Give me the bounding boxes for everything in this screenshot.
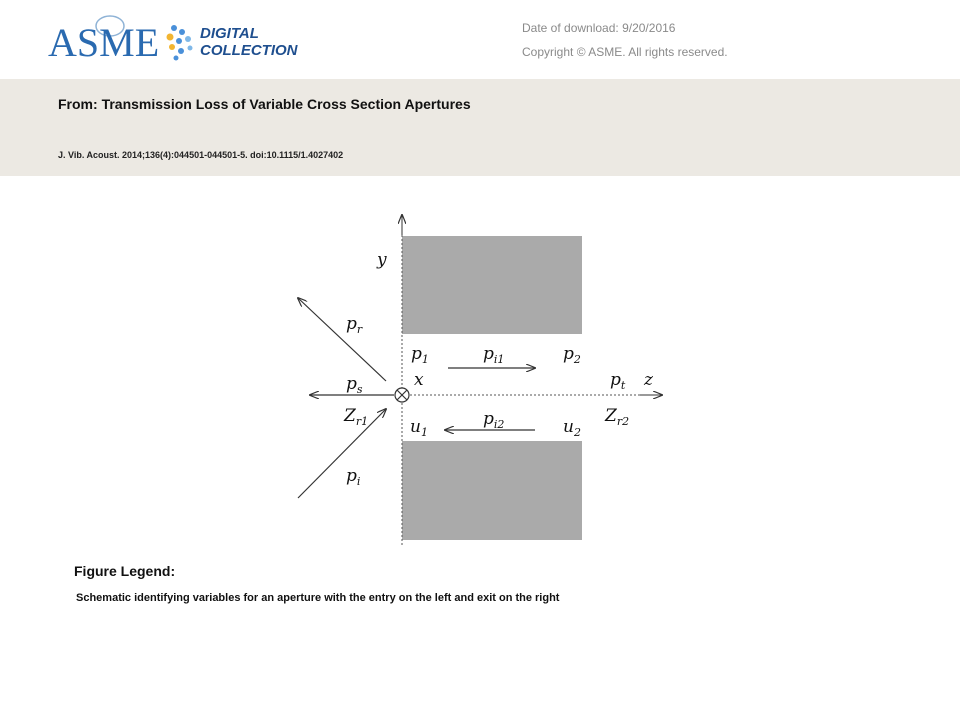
lower-wall — [402, 441, 582, 540]
download-date — [522, 21, 675, 35]
asme-digital-collection-logo[interactable] — [48, 8, 338, 68]
article-citation[interactable]: J. Vib. Acoust. 2014;136(4):044501-044501-5. doi:10.1115/1.4027402 — [58, 150, 344, 160]
label-pi1: $p_{i1}$ — [483, 344, 505, 366]
pi-arrow — [298, 409, 386, 498]
label-pi2: $p_{i2}$ — [483, 409, 505, 431]
label-z: z — [644, 370, 653, 390]
article-title-text[interactable]: Transmission Loss of Variable Cross Section Apertures — [101, 96, 471, 112]
label-u1: $u_1$ — [410, 417, 428, 439]
label-p1: $p_1$ — [411, 344, 429, 366]
logo-main-text: ASME — [48, 20, 160, 65]
figure-legend-text: Schematic identifying variables for an aperture with the entry on the left and exit on the right — [76, 592, 560, 604]
label-zr2: $Z_{r2}$ — [605, 406, 630, 428]
origin-x-icon — [395, 388, 409, 402]
label-u2: $u_2$ — [563, 417, 581, 439]
label-y: y — [377, 250, 387, 270]
download-date-label: Date of download: — [522, 21, 619, 35]
download-date-value: 9/20/2016 — [622, 21, 676, 35]
article-title — [58, 96, 471, 112]
label-pt: $p_t$ — [610, 370, 626, 392]
label-pi: $p_i$ — [346, 466, 361, 488]
label-x: x — [414, 370, 424, 390]
logo-dots-icon — [167, 25, 193, 61]
logo-digital-text: DIGITAL — [200, 25, 259, 42]
copyright-notice: Copyright © ASME. All rights reserved. — [522, 45, 728, 59]
upper-wall — [402, 236, 582, 334]
label-p2: $p_2$ — [563, 344, 581, 366]
label-pr: $p_r$ — [346, 314, 363, 336]
from-label: From: — [58, 96, 98, 112]
figure-legend-title: Figure Legend: — [74, 563, 176, 579]
pr-arrow — [298, 298, 386, 381]
aperture-schematic-figure — [280, 205, 700, 550]
article-banner — [0, 79, 960, 176]
logo-collection-text: COLLECTION — [200, 42, 298, 59]
label-ps: $p_s$ — [346, 374, 363, 396]
label-zr1: $Z_{r1}$ — [344, 406, 369, 428]
